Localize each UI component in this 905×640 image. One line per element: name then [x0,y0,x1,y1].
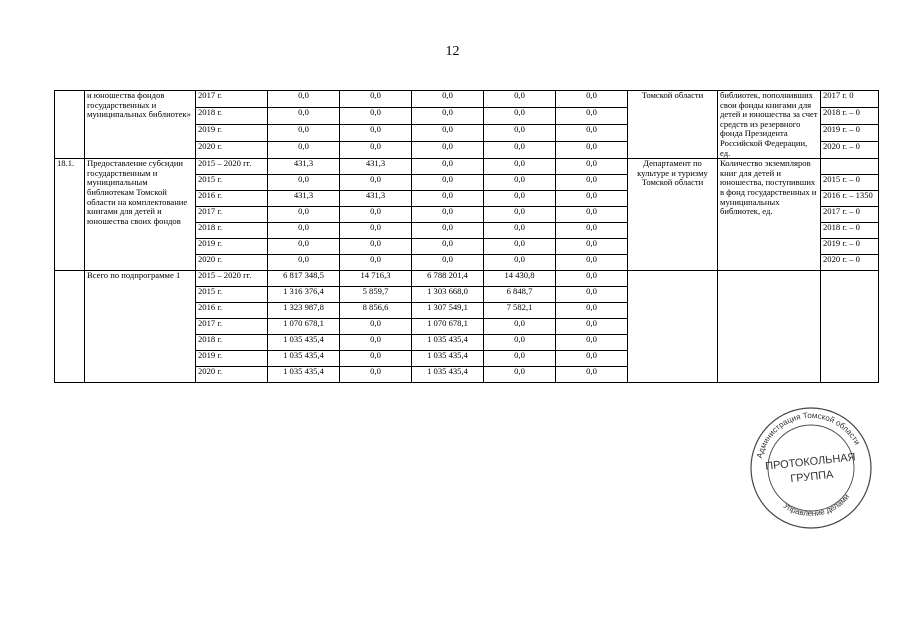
value-cell: 0,0 [484,175,556,191]
value-cell: 0,0 [556,175,628,191]
value-cell: 0,0 [484,367,556,383]
value-cell: 0,0 [556,91,628,108]
value-cell: 0,0 [484,223,556,239]
value-cell: 0,0 [484,351,556,367]
value-cell: 0,0 [556,271,628,287]
value-cell: 1 070 678,1 [412,319,484,335]
budget-table [54,90,879,383]
year-cell: 2018 г. [196,108,268,125]
year-cell: 2015 – 2020 гг. [196,271,268,287]
value-cell: 0,0 [412,142,484,159]
item-number [55,271,85,383]
value-cell: 0,0 [556,159,628,175]
value-cell: 0,0 [556,255,628,271]
year-cell: 2015 г. [196,175,268,191]
year-cell: 2016 г. [196,303,268,319]
item-description: и юношества фондов государственных и муниципальных библиотек» [85,91,196,159]
value-cell: 0,0 [484,207,556,223]
svg-text:Администрация Томской области: Администрация Томской области [755,410,862,460]
value-cell: 0,0 [556,108,628,125]
year-cell: 2017 г. [196,319,268,335]
target-value: 2018 г. – 0 [821,223,879,239]
value-cell: 0,0 [340,142,412,159]
value-cell: 6 788 201,4 [412,271,484,287]
value-cell: 1 035 435,4 [268,335,340,351]
value-cell: 1 035 435,4 [412,335,484,351]
value-cell: 0,0 [484,319,556,335]
target-value: 2019 г. – 0 [821,239,879,255]
stamp-line2: ГРУППА [789,468,835,486]
value-cell: 14 430,8 [484,271,556,287]
value-cell: 1 316 376,4 [268,287,340,303]
year-cell: 2015 – 2020 гг. [196,159,268,175]
value-cell: 0,0 [340,223,412,239]
value-cell: 0,0 [268,175,340,191]
value-cell: 0,0 [484,335,556,351]
responsible-org: Томской области [628,91,718,159]
page-number: 12 [445,44,460,59]
target-value: 2019 г. – 0 [821,125,879,142]
value-cell: 8 856,6 [340,303,412,319]
value-cell: 0,0 [484,255,556,271]
table-row [55,91,879,108]
year-cell: 2020 г. [196,142,268,159]
value-cell: 0,0 [340,125,412,142]
value-cell: 1 035 435,4 [268,367,340,383]
value-cell: 0,0 [340,91,412,108]
value-cell: 0,0 [340,367,412,383]
value-cell: 1 070 678,1 [268,319,340,335]
target-value [821,271,879,383]
value-cell: 0,0 [484,125,556,142]
target-value: 2020 г. – 0 [821,255,879,271]
value-cell: 0,0 [340,335,412,351]
target-value: 2018 г. – 0 [821,108,879,125]
value-cell: 0,0 [412,191,484,207]
value-cell: 0,0 [556,351,628,367]
year-cell: 2020 г. [196,367,268,383]
value-cell: 7 582,1 [484,303,556,319]
value-cell: 0,0 [340,351,412,367]
year-cell: 2019 г. [196,125,268,142]
value-cell: 0,0 [412,207,484,223]
value-cell: 0,0 [556,335,628,351]
value-cell: 0,0 [484,91,556,108]
year-cell: 2020 г. [196,255,268,271]
item-description: Предоставление субсидии государственным и муниципальным библиотекам Томской области на комплектование книгами для детей и юношества своих фондов [85,159,196,271]
value-cell: 0,0 [268,239,340,255]
value-cell: 0,0 [340,319,412,335]
value-cell: 0,0 [268,125,340,142]
value-cell: 0,0 [412,239,484,255]
value-cell: 0,0 [268,91,340,108]
indicator-description [718,271,821,383]
value-cell: 1 035 435,4 [412,367,484,383]
value-cell: 431,3 [340,191,412,207]
table-body [55,91,879,383]
target-value: 2017 г. 0 [821,91,879,108]
year-cell: 2018 г. [196,335,268,351]
value-cell: 0,0 [340,239,412,255]
value-cell: 0,0 [484,191,556,207]
value-cell: 0,0 [340,255,412,271]
value-cell: 0,0 [556,303,628,319]
value-cell: 431,3 [268,159,340,175]
value-cell: 0,0 [484,142,556,159]
value-cell: 0,0 [340,207,412,223]
value-cell: 431,3 [340,159,412,175]
value-cell: 0,0 [268,108,340,125]
value-cell: 14 716,3 [340,271,412,287]
value-cell: 0,0 [484,159,556,175]
year-cell: 2019 г. [196,239,268,255]
value-cell: 0,0 [484,108,556,125]
value-cell: 5 859,7 [340,287,412,303]
value-cell: 0,0 [340,175,412,191]
year-cell: 2017 г. [196,91,268,108]
value-cell: 0,0 [412,108,484,125]
target-value: 2020 г. – 0 [821,142,879,159]
indicator-description: библиотек, пополнивших свои фонды книгами для детей и юношества за счет средств из резервного фонда Президента Российской Федерации, ед. [718,91,821,159]
value-cell: 1 323 987,8 [268,303,340,319]
year-cell: 2018 г. [196,223,268,239]
table-row [55,271,879,287]
year-cell: 2019 г. [196,351,268,367]
value-cell: 431,3 [268,191,340,207]
value-cell: 0,0 [412,159,484,175]
svg-text:Управление делами: Управление делами [781,492,852,519]
value-cell: 1 035 435,4 [268,351,340,367]
target-value: 2015 г. – 0 [821,175,879,191]
value-cell: 0,0 [556,142,628,159]
value-cell: 0,0 [412,91,484,108]
table-row [55,159,879,175]
indicator-description: Количество экземпляров книг для детей и юношества, поступивших в фонд государственных и муниципальных библиотек, ед. [718,159,821,271]
value-cell: 0,0 [556,207,628,223]
value-cell: 0,0 [412,125,484,142]
stamp [748,405,874,531]
value-cell: 0,0 [556,191,628,207]
item-number: 18.1. [55,159,85,271]
value-cell: 1 303 668,0 [412,287,484,303]
value-cell: 0,0 [556,287,628,303]
target-value: 2017 г. – 0 [821,207,879,223]
value-cell: 0,0 [340,108,412,125]
year-cell: 2016 г. [196,191,268,207]
value-cell: 0,0 [556,239,628,255]
value-cell: 0,0 [556,319,628,335]
value-cell: 0,0 [412,175,484,191]
year-cell: 2017 г. [196,207,268,223]
value-cell: 1 035 435,4 [412,351,484,367]
value-cell: 0,0 [484,239,556,255]
value-cell: 6 848,7 [484,287,556,303]
responsible-org: Департамент по культуре и туризму Томской области [628,159,718,271]
value-cell: 0,0 [412,255,484,271]
responsible-org [628,271,718,383]
value-cell: 0,0 [268,207,340,223]
value-cell: 0,0 [556,125,628,142]
value-cell: 0,0 [412,223,484,239]
value-cell: 1 307 549,1 [412,303,484,319]
value-cell: 0,0 [268,223,340,239]
target-value [821,159,879,175]
stamp-line1: ПРОТОКОЛЬНАЯ [764,451,857,473]
value-cell: 0,0 [268,142,340,159]
item-number [55,91,85,159]
value-cell: 6 817 348,5 [268,271,340,287]
item-description: Всего по подпрограмме 1 [85,271,196,383]
value-cell: 0,0 [556,367,628,383]
value-cell: 0,0 [268,255,340,271]
year-cell: 2015 г. [196,287,268,303]
target-value: 2016 г. – 1350 [821,191,879,207]
value-cell: 0,0 [556,223,628,239]
